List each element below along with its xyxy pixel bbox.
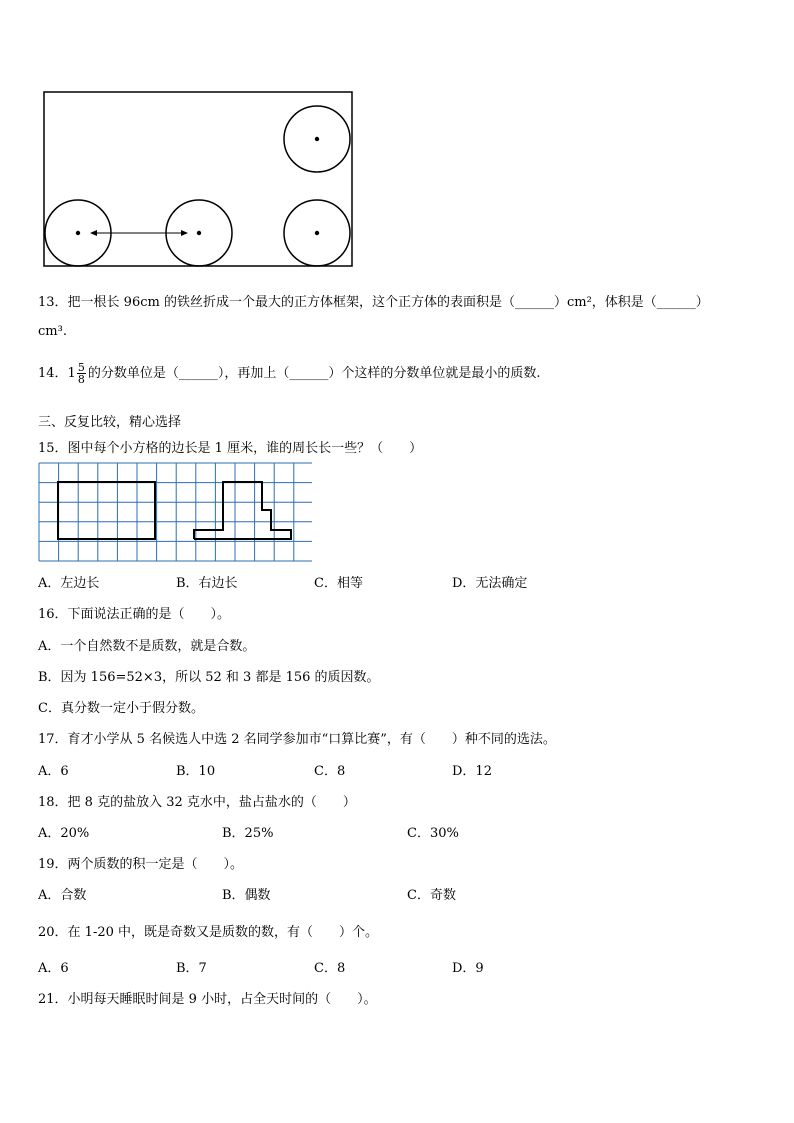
question-15-stem: 15．图中每个小方格的边长是 1 厘米，谁的周长长一些？（ ） — [38, 441, 423, 456]
question-16-stem: 16．下面说法正确的是（ ）。 — [38, 607, 231, 622]
q19-option-b[interactable]: B．偶数 — [222, 888, 271, 903]
circle-center-dot — [315, 231, 319, 235]
circle-center-dot — [315, 137, 319, 141]
double-arrow — [90, 230, 188, 236]
section-3-heading: 三、反复比较，精心选择 — [38, 415, 182, 430]
circles-rectangle-figure — [40, 88, 360, 273]
q15-option-b[interactable]: B．右边长 — [176, 576, 238, 591]
question-17-stem: 17．育才小学从 5 名候选人中选 2 名同学参加市“口算比赛”，有（ ）种不同的选法。 — [38, 732, 556, 747]
question-18-stem: 18．把 8 克的盐放入 32 克水中，盐占盐水的（ ） — [38, 795, 356, 810]
question-13-line-1: 13．把一根长 96cm 的铁丝折成一个最大的正方体框架，这个正方体的表面积是（______）cm²，体积是（______） — [38, 295, 709, 310]
fraction-numerator: 5 — [77, 361, 85, 374]
q19-option-a[interactable]: A．合数 — [38, 888, 87, 903]
question-14-prefix: 14．1 — [38, 366, 76, 381]
q18-option-a[interactable]: A．20% — [38, 826, 90, 841]
grid-figure — [38, 462, 312, 562]
q20-option-d[interactable]: D．9 — [452, 961, 484, 976]
question-21-stem: 21．小明每天睡眠时间是 9 小时，占全天时间的（ ）。 — [38, 992, 377, 1007]
q18-option-b[interactable]: B．25% — [222, 826, 274, 841]
q19-option-c[interactable]: C．奇数 — [407, 888, 456, 903]
q16-option-c[interactable]: C．真分数一定小于假分数。 — [38, 701, 204, 716]
q20-option-c[interactable]: C．8 — [314, 961, 346, 976]
q20-option-a[interactable]: A．6 — [38, 961, 69, 976]
q18-option-c[interactable]: C．30% — [407, 826, 459, 841]
q15-option-a[interactable]: A．左边长 — [38, 576, 100, 591]
mixed-number-fraction — [77, 362, 86, 385]
question-20-stem: 20．在 1-20 中，既是奇数又是质数的数，有（ ）个。 — [38, 925, 379, 940]
right-shape — [194, 482, 291, 539]
q15-option-d[interactable]: D．无法确定 — [452, 576, 528, 591]
left-shape — [58, 482, 155, 539]
q17-option-b[interactable]: B．10 — [176, 764, 216, 779]
question-14 — [38, 362, 540, 385]
outer-rectangle — [44, 92, 352, 266]
q17-option-c[interactable]: C．8 — [314, 764, 346, 779]
q15-option-c[interactable]: C．相等 — [314, 576, 363, 591]
circle-center-dot — [76, 231, 80, 235]
question-19-stem: 19．两个质数的积一定是（ ）。 — [38, 857, 244, 872]
fraction-denominator: 8 — [77, 373, 85, 386]
q17-option-a[interactable]: A．6 — [38, 764, 69, 779]
q17-option-d[interactable]: D．12 — [452, 764, 492, 779]
circle-center-dot — [197, 231, 201, 235]
question-13-line-2: cm³. — [38, 324, 67, 339]
question-14-suffix: 的分数单位是（______），再加上（______）个这样的分数单位就是最小的质数. — [87, 366, 541, 381]
q16-option-a[interactable]: A．一个自然数不是质数，就是合数。 — [38, 639, 256, 654]
q20-option-b[interactable]: B．7 — [176, 961, 207, 976]
q16-option-b[interactable]: B．因为 156=52×3，所以 52 和 3 都是 156 的质因数。 — [38, 670, 380, 685]
